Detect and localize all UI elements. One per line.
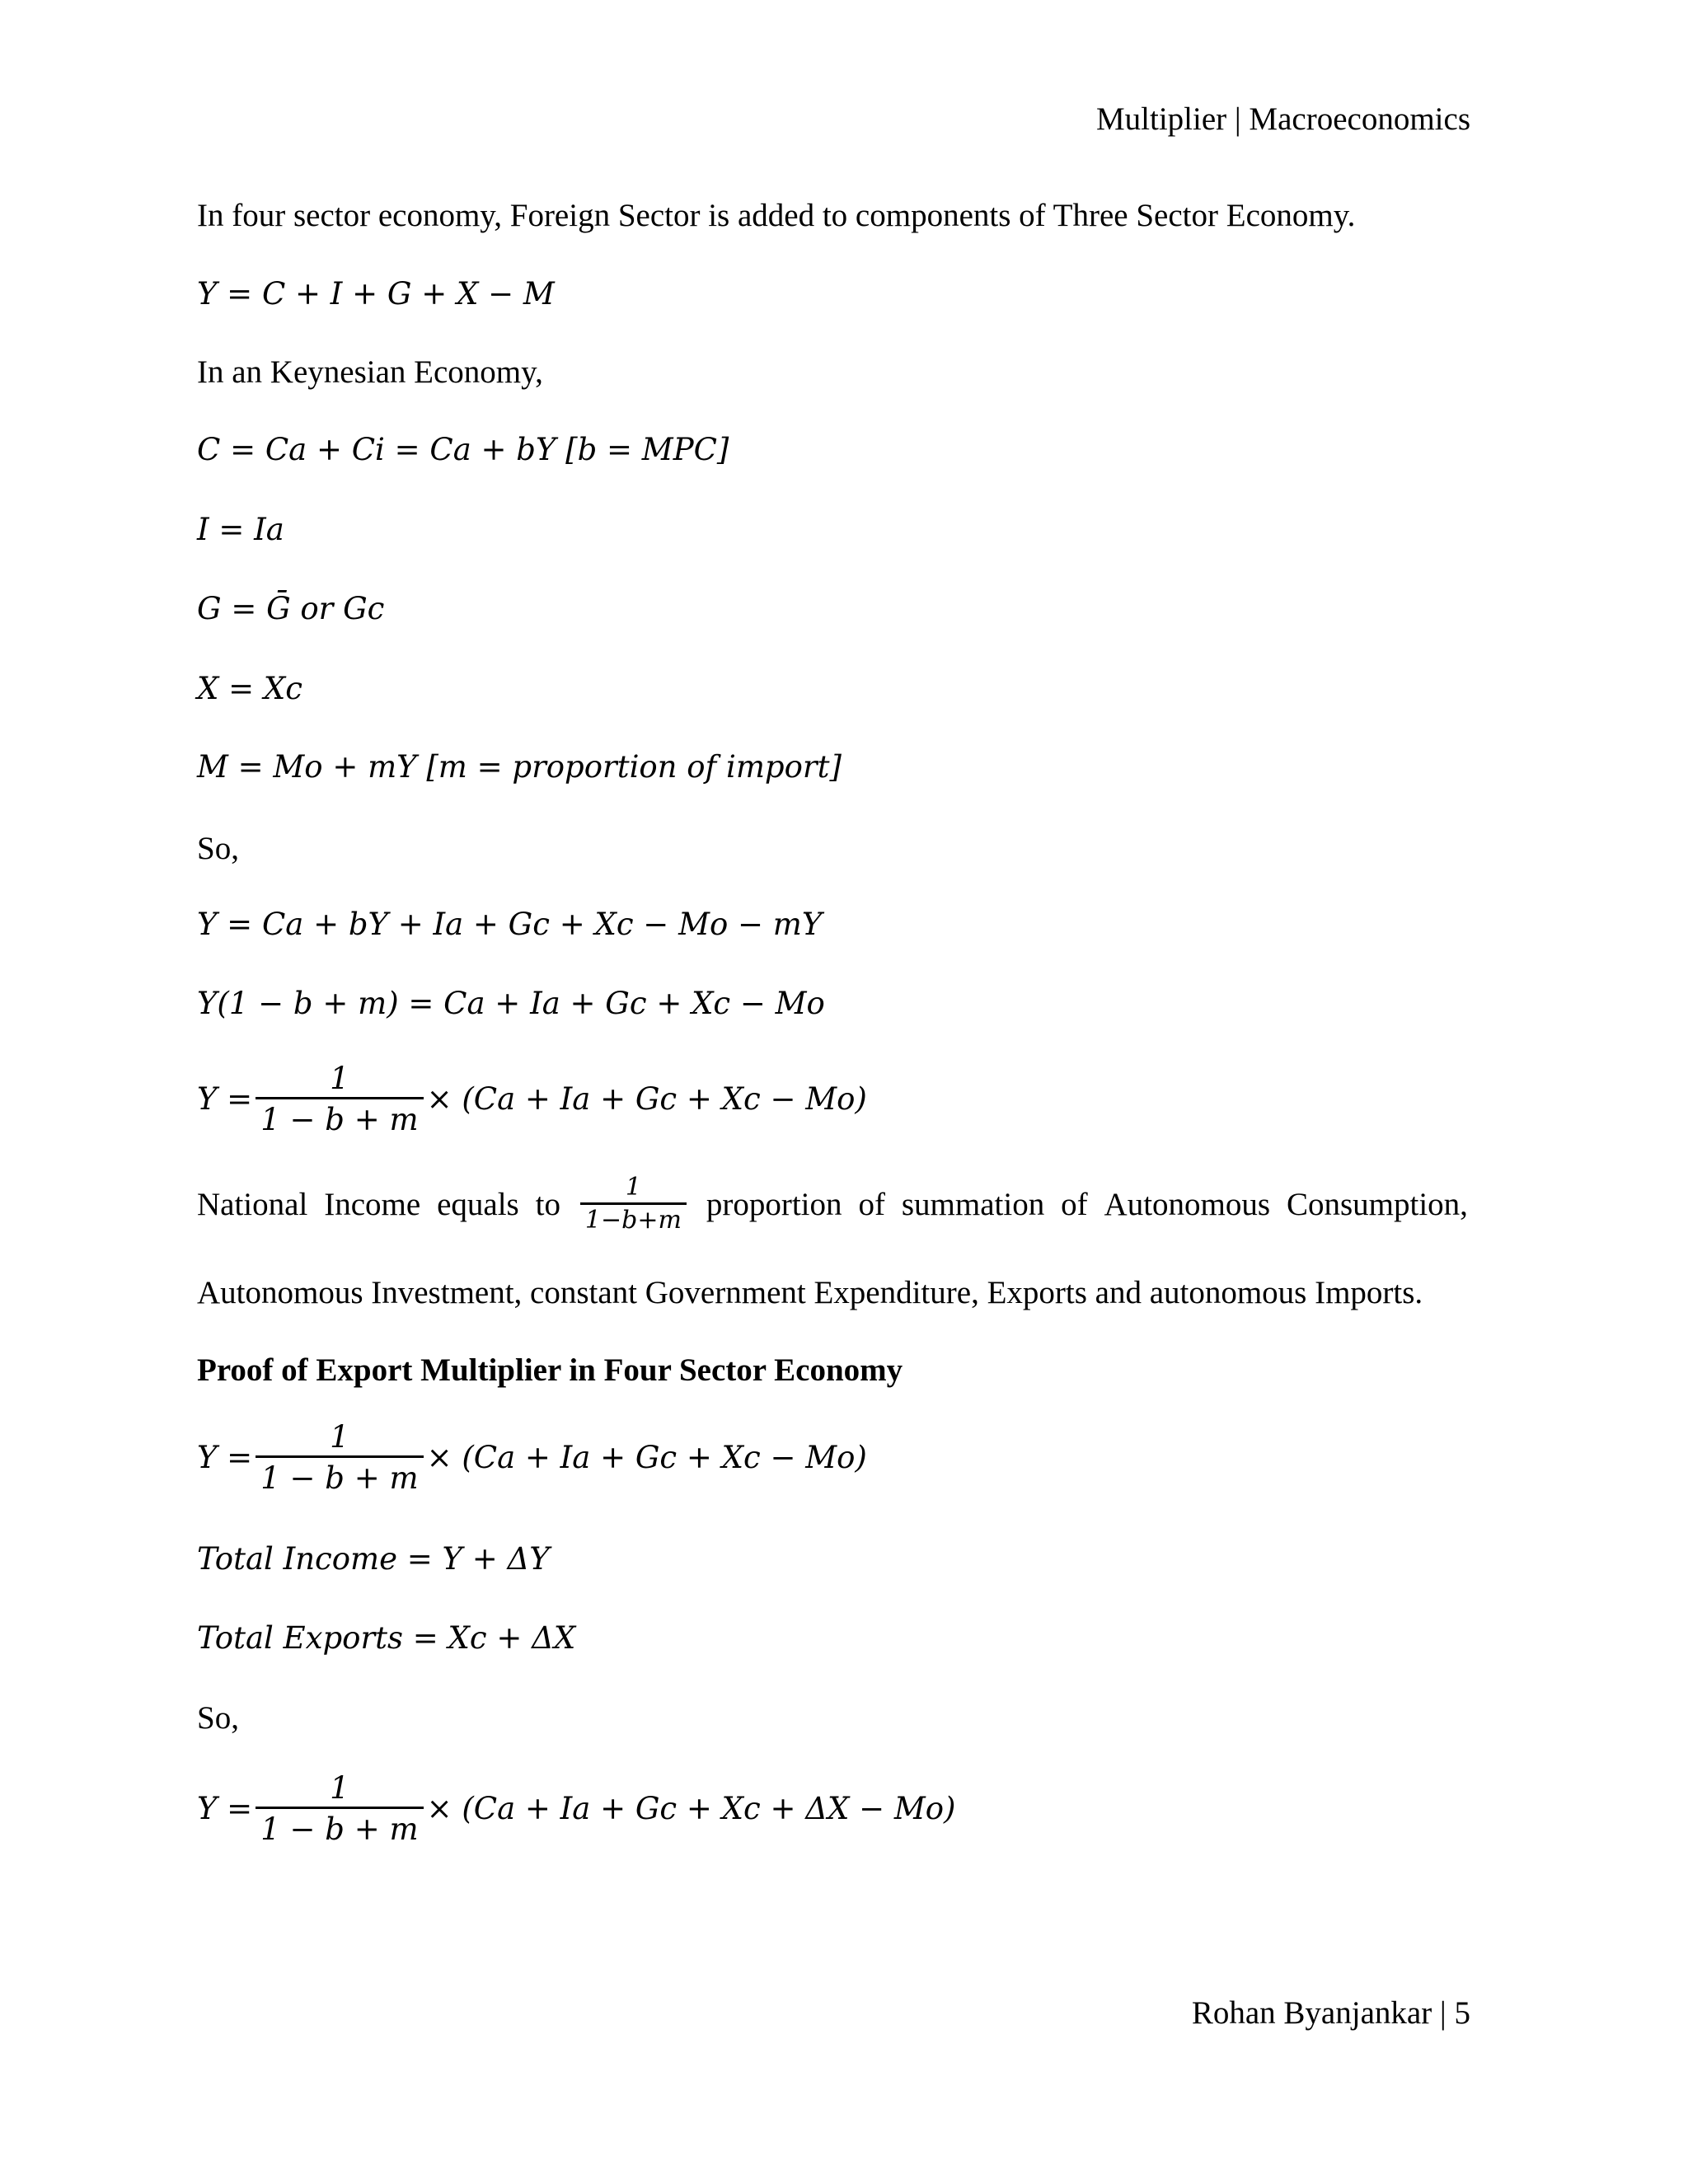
equation-consumption: C = Ca + Ci = Ca + bY [b = MPC]	[197, 432, 729, 467]
so-text-2: So,	[197, 1700, 239, 1736]
inline-multiplier-fraction	[580, 1175, 687, 1233]
equation-rhs: × (Ca + Ia + Gc + Xc − Mo)	[426, 1440, 867, 1475]
equation-export-multiplier	[197, 1770, 956, 1847]
fraction-denominator: 1 − b + m	[260, 1102, 419, 1137]
equation-income-multiplier	[197, 1063, 867, 1135]
word: of	[858, 1186, 885, 1222]
equation-income-multiplier-2	[197, 1419, 867, 1496]
equation-exports: X = Xc	[197, 671, 302, 706]
word: Income	[324, 1186, 421, 1222]
fraction-numerator: 1	[330, 1419, 349, 1455]
multiplier-fraction	[256, 1770, 423, 1847]
fraction-denominator: 1 − b + m	[260, 1811, 419, 1847]
multiplier-fraction	[256, 1419, 423, 1496]
fraction-numerator: 1	[330, 1061, 349, 1096]
fraction-denominator: 1 − b + m	[260, 1460, 419, 1496]
equation-lhs: Y =	[197, 1081, 253, 1117]
so-text-1: So,	[197, 831, 239, 866]
fraction-numerator: 1	[625, 1173, 641, 1202]
equation-investment: I = Ia	[197, 512, 284, 547]
word: summation	[901, 1186, 1045, 1222]
word: Consumption,	[1286, 1186, 1468, 1222]
word: proportion	[706, 1186, 842, 1222]
multiplier-fraction	[256, 1063, 423, 1135]
word: equals	[437, 1186, 519, 1222]
equation-national-income: Y = C + I + G + X − M	[197, 276, 555, 312]
national-income-line	[197, 1175, 1468, 1233]
national-income-line-2: Autonomous Investment, constant Government Expenditure, Exports and autonomous Imports.	[197, 1275, 1423, 1310]
word: of	[1061, 1186, 1088, 1222]
equation-total-exports: Total Exports = Xc + ΔX	[197, 1620, 576, 1656]
word: National	[197, 1186, 308, 1222]
equation-rhs: × (Ca + Ia + Gc + Xc − Mo)	[426, 1081, 867, 1117]
fraction-denominator: 1−b+m	[584, 1206, 682, 1235]
equation-government: G = Ḡ or Gc	[197, 591, 385, 626]
equation-lhs: Y =	[197, 1440, 253, 1475]
equation-expanded-income: Y = Ca + bY + Ia + Gc + Xc − Mo − mY	[197, 907, 823, 942]
equation-lhs: Y =	[197, 1791, 253, 1826]
fraction-numerator: 1	[330, 1770, 349, 1806]
page-header: Multiplier | Macroeconomics	[1095, 101, 1470, 137]
section-heading: Proof of Export Multiplier in Four Sector Economy	[197, 1352, 903, 1388]
word: Autonomous	[1104, 1186, 1271, 1222]
page-footer: Rohan Byanjankar | 5	[1191, 1995, 1470, 2031]
equation-factored-income: Y(1 − b + m) = Ca + Ia + Gc + Xc − Mo	[197, 986, 825, 1021]
equation-imports: M = Mo + mY [m = proportion of import]	[197, 749, 842, 785]
keynesian-intro: In an Keynesian Economy,	[197, 354, 543, 390]
equation-rhs: × (Ca + Ia + Gc + Xc + ΔX − Mo)	[426, 1791, 956, 1826]
equation-total-income: Total Income = Y + ΔY	[197, 1541, 550, 1577]
word: to	[535, 1186, 560, 1222]
intro-paragraph: In four sector economy, Foreign Sector is added to components of Three Sector Economy.	[197, 198, 1356, 233]
